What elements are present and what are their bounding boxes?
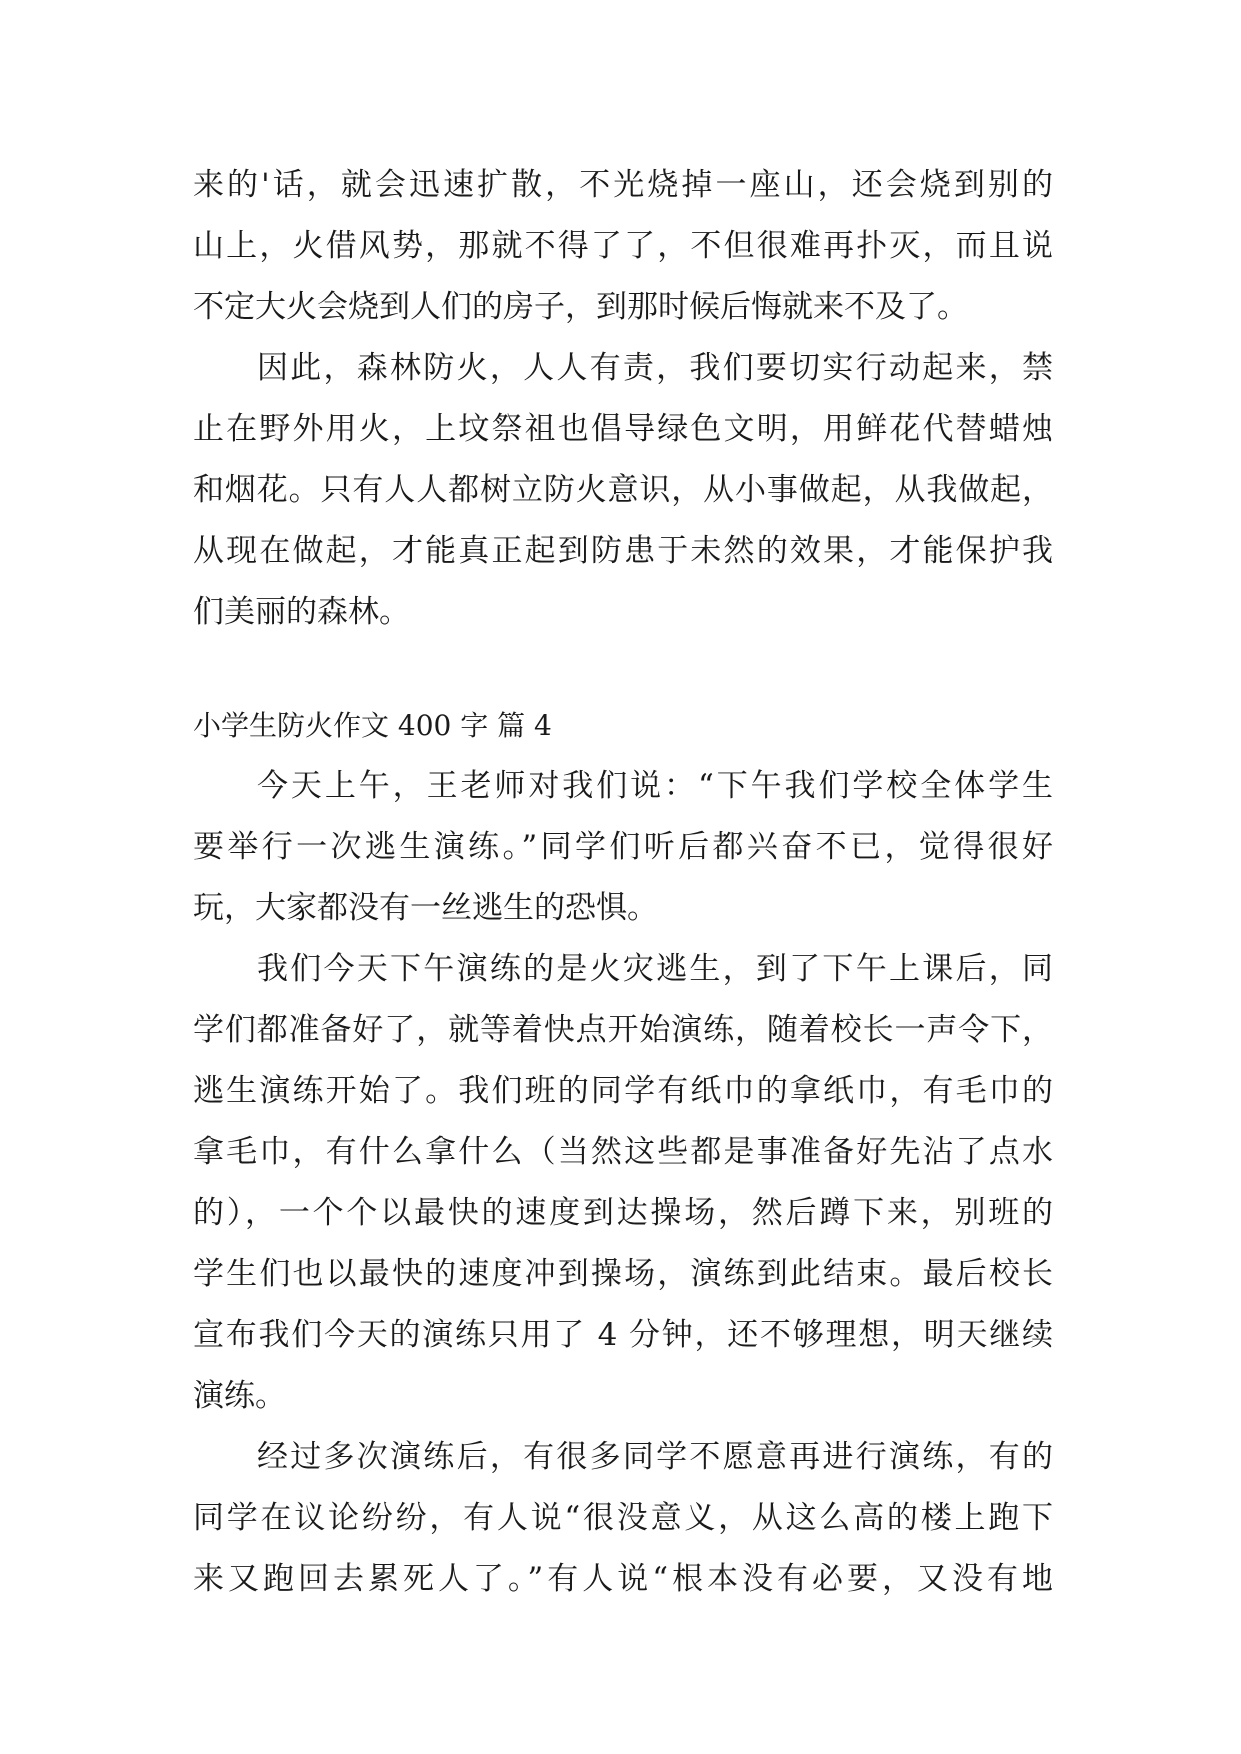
text-line: 因此，森林防火，人人有责，我们要切实行动起来，禁 <box>257 350 1053 386</box>
text-line: 和烟花。只有人人都树立防火意识，从小事做起，从我做起， <box>193 472 1053 508</box>
section-heading: 小学生防火作文 400 字 篇 4 <box>193 709 552 742</box>
text-line: 玩，大家都没有一丝逃生的恐惧。 <box>193 890 658 926</box>
text-line: 经过多次演练后，有很多同学不愿意再进行演练，有的 <box>257 1439 1053 1475</box>
text-line: 今天上午，王老师对我们说：“下午我们学校全体学生 <box>257 768 1053 804</box>
text-line: 拿毛巾，有什么拿什么（当然这些都是事准备好先沾了点水 <box>193 1134 1053 1170</box>
text-line: 我们今天下午演练的是火灾逃生，到了下午上课后，同 <box>257 951 1053 987</box>
text-line: 来又跑回去累死人了。”有人说“根本没有必要，又没有地 <box>193 1561 1053 1597</box>
text-line: 学们都准备好了，就等着快点开始演练，随着校长一声令下， <box>193 1012 1053 1048</box>
text-line: 山上，火借风势，那就不得了了，不但很难再扑灭，而且说 <box>193 228 1053 264</box>
text-line: 宣布我们今天的演练只用了 4 分钟，还不够理想，明天继续 <box>193 1317 1053 1353</box>
paragraph <box>193 155 1053 338</box>
text-line: 的），一个个以最快的速度到达操场，然后蹲下来，别班的 <box>193 1195 1053 1231</box>
text-line: 学生们也以最快的速度冲到操场，演练到此结束。最后校长 <box>193 1256 1053 1292</box>
text-line: 同学在议论纷纷，有人说“很没意义，从这么高的楼上跑下 <box>193 1500 1053 1536</box>
paragraph <box>193 1427 1053 1610</box>
text-line: 要举行一次逃生演练。”同学们听后都兴奋不已，觉得很好 <box>193 829 1053 865</box>
text-line: 不定大火会烧到人们的房子，到那时候后悔就来不及了。 <box>193 289 968 325</box>
document-page <box>193 155 1053 1610</box>
text-line: 来的'话，就会迅速扩散，不光烧掉一座山，还会烧到别的 <box>193 167 1053 203</box>
text-line: 们美丽的森林。 <box>193 594 410 630</box>
paragraph <box>193 939 1053 1427</box>
text-line: 演练。 <box>193 1378 286 1414</box>
text-line: 从现在做起，才能真正起到防患于未然的效果，才能保护我 <box>193 533 1053 569</box>
text-line: 逃生演练开始了。我们班的同学有纸巾的拿纸巾，有毛巾的 <box>193 1073 1053 1109</box>
paragraph <box>193 338 1053 643</box>
text-line: 止在野外用火，上坟祭祖也倡导绿色文明，用鲜花代替蜡烛 <box>193 411 1053 447</box>
paragraph <box>193 756 1053 939</box>
